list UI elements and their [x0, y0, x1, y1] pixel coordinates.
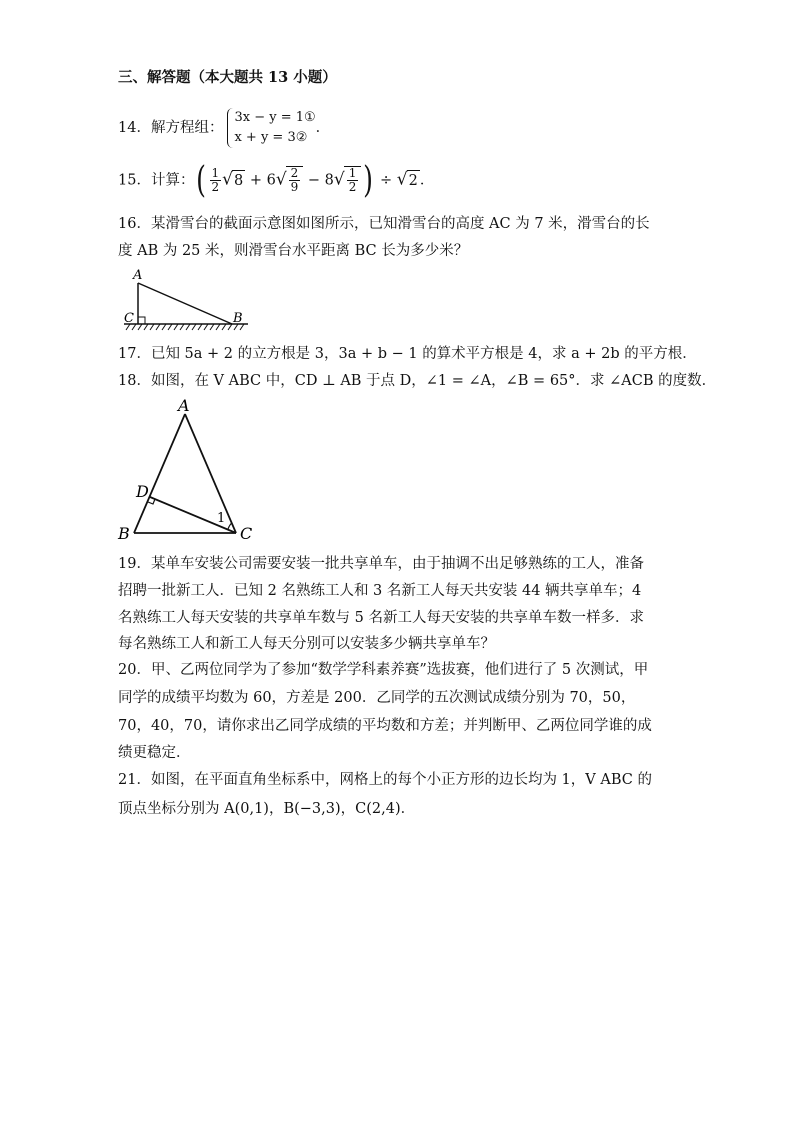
- section-title: 三、解答题（本大题共 13 小题）: [118, 69, 337, 86]
- question-14: [118, 108, 330, 148]
- label-D: D: [136, 482, 149, 501]
- label-C: C: [240, 524, 253, 543]
- question-20-line-1: 20．甲、乙两位同学为了参加“数学学科素养赛”选拔赛，他们进行了 5 次测试，甲: [118, 662, 649, 678]
- fraction-one-half: $\frac{1}{2}$: [211, 166, 220, 194]
- q14-label: 14．解方程组：: [118, 120, 224, 136]
- question-20-line-2: 同学的成绩平均数为 60，方差是 200．乙同学的五次测试成绩分别为 70，50，: [118, 690, 636, 706]
- question-21-line-1: 21．如图，在平面直角坐标系中，网格上的每个小正方形的边长均为 1，V ABC 的: [118, 772, 652, 788]
- equation-system: [227, 108, 315, 148]
- label-angle-1: 1: [217, 511, 226, 526]
- triangle-abc-figure: [112, 396, 262, 546]
- q15-end: ．: [419, 172, 435, 189]
- label-C: C: [124, 311, 134, 326]
- q14-end: ．: [315, 120, 331, 136]
- question-16-line-1: 16．某滑雪台的截面示意图如图所示，已知滑雪台的高度 AC 为 7 米，滑雪台的长: [118, 216, 650, 232]
- question-19-line-3: 名熟练工人每天安装的共享单车数与 5 名新工人每天安装的共享单车数一样多．求: [118, 610, 644, 626]
- ski-slope-figure: [116, 266, 256, 338]
- question-19-line-4: 每名熟练工人和新工人每天分别可以安装多少辆共享单车？: [118, 636, 495, 652]
- equation-1: 3x − y = 1①: [234, 110, 316, 125]
- question-18: 18．如图，在 V ABC 中，CD ⊥ AB 于点 D，∠1 = ∠A，∠B = 65°．求 ∠ACB 的度数．: [118, 373, 717, 389]
- q15-label: 15．计算：: [118, 172, 195, 189]
- question-20-line-3: 70，40，70，请你求出乙同学成绩的平均数和方差；并判断甲、乙两位同学谁的成: [118, 718, 652, 734]
- question-15: 15．计算：( $\frac{1}{2}$ √8 + 6√ $\frac{2}{9}$ − 8√ $\frac{1}{2}$ ) ÷ √2 ．: [118, 159, 435, 201]
- question-20-line-4: 绩更稳定．: [118, 745, 191, 761]
- label-B: B: [233, 311, 243, 326]
- question-19-line-1: 19．某单车安装公司需要安装一批共享单车，由于抽调不出足够熟练的工人，准备: [118, 556, 644, 572]
- label-A: A: [133, 268, 143, 283]
- label-A: A: [178, 396, 190, 415]
- equation-2: x + y = 3②: [234, 130, 308, 145]
- question-16-line-2: 度 AB 为 25 米，则滑雪台水平距离 BC 长为多少米？: [118, 243, 469, 259]
- question-17: 17．已知 5a + 2 的立方根是 3，3a + b − 1 的算术平方根是 4，求 a + 2b 的平方根．: [118, 346, 697, 362]
- question-19-line-2: 招聘一批新工人．已知 2 名熟练工人和 3 名新工人每天共安装 44 辆共享单车；4: [118, 583, 642, 599]
- label-B: B: [118, 524, 130, 543]
- question-21-line-2: 顶点坐标分别为 A(0,1)，B(−3,3)，C(2,4)．: [118, 801, 416, 817]
